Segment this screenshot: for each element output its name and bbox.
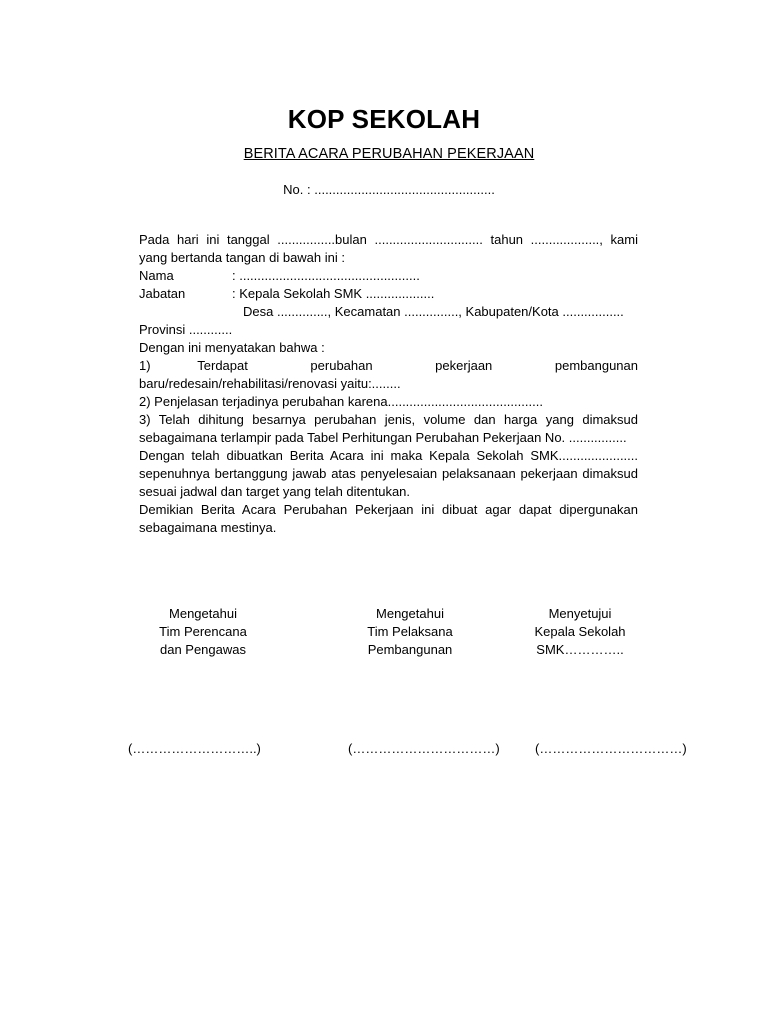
signature-team-3-cont: SMK………….. xyxy=(536,642,624,657)
signature-name-line-2: (……………………………) xyxy=(348,741,500,756)
signature-block-perencana xyxy=(143,605,263,659)
field-nama-label: Nama xyxy=(139,268,174,283)
signature-block-kepala-sekolah xyxy=(520,605,640,659)
field-nama-value: : .................................................. xyxy=(232,268,420,283)
field-jabatan-value: : Kepala Sekolah SMK ................... xyxy=(232,286,435,301)
field-jabatan-label: Jabatan xyxy=(139,286,186,301)
signature-role-2: Mengetahui xyxy=(376,606,444,621)
signature-team-1: Tim Perencana xyxy=(159,624,247,639)
document-number: No. : .................................................. xyxy=(283,182,495,197)
address-line: Desa .............., Kecamatan ..............., Kabupaten/Kota ................. xyxy=(243,304,624,319)
signature-team-2: Tim Pelaksana xyxy=(367,624,453,639)
point-1-line-1: 1) Terdapat perubahan pekerjaan pembangunan xyxy=(139,358,638,373)
opening-line-2: yang bertanda tangan di bawah ini : xyxy=(139,250,345,265)
closing-paragraph: Demikian Berita Acara Perubahan Pekerjaan ini dibuat agar dapat dipergunakan sebagaimana mestinya. xyxy=(139,502,638,535)
point-3: 3) Telah dihitung besarnya perubahan jenis, volume dan harga yang dimaksud sebagaimana terlampir pada Tabel Perhitungan Perubahan Pekerjaan No. ................ xyxy=(139,412,638,445)
field-nama xyxy=(139,267,638,285)
opening-line: Pada hari ini tanggal ................bulan .............................. tahun ..................., kami xyxy=(139,232,638,247)
document-title: BERITA ACARA PERUBAHAN PEKERJAAN xyxy=(243,146,535,162)
signature-role-1: Mengetahui xyxy=(169,606,237,621)
signature-role-3: Menyetujui xyxy=(548,606,612,621)
signature-team-3: Kepala Sekolah xyxy=(534,624,626,639)
field-jabatan xyxy=(139,285,638,303)
point-1-line-2: baru/redesain/rehabilitasi/renovasi yaitu:........ xyxy=(139,376,401,391)
signature-name-line-3: (……………………………) xyxy=(535,741,687,756)
signature-name-line-1: (………………………..) xyxy=(128,741,261,756)
statement-intro: Dengan ini menyatakan bahwa : xyxy=(139,340,325,355)
point-2: 2) Penjelasan terjadinya perubahan karena........................................... xyxy=(139,394,543,409)
signature-block-pelaksana xyxy=(350,605,470,659)
school-letterhead: KOP SEKOLAH xyxy=(287,104,481,134)
signature-team-1-cont: dan Pengawas xyxy=(159,642,246,657)
signature-team-2-cont: Pembangunan xyxy=(367,642,453,657)
province-line: Provinsi ............ xyxy=(139,322,233,337)
responsibility-paragraph: Dengan telah dibuatkan Berita Acara ini maka Kepala Sekolah SMK...................... sepenuhnya bertanggung jawab atas penyelesaian pelaksanaan pekerjaan dimaksud sesuai jadwal dan target yang telah ditentukan. xyxy=(139,448,638,499)
document-body xyxy=(139,231,638,537)
